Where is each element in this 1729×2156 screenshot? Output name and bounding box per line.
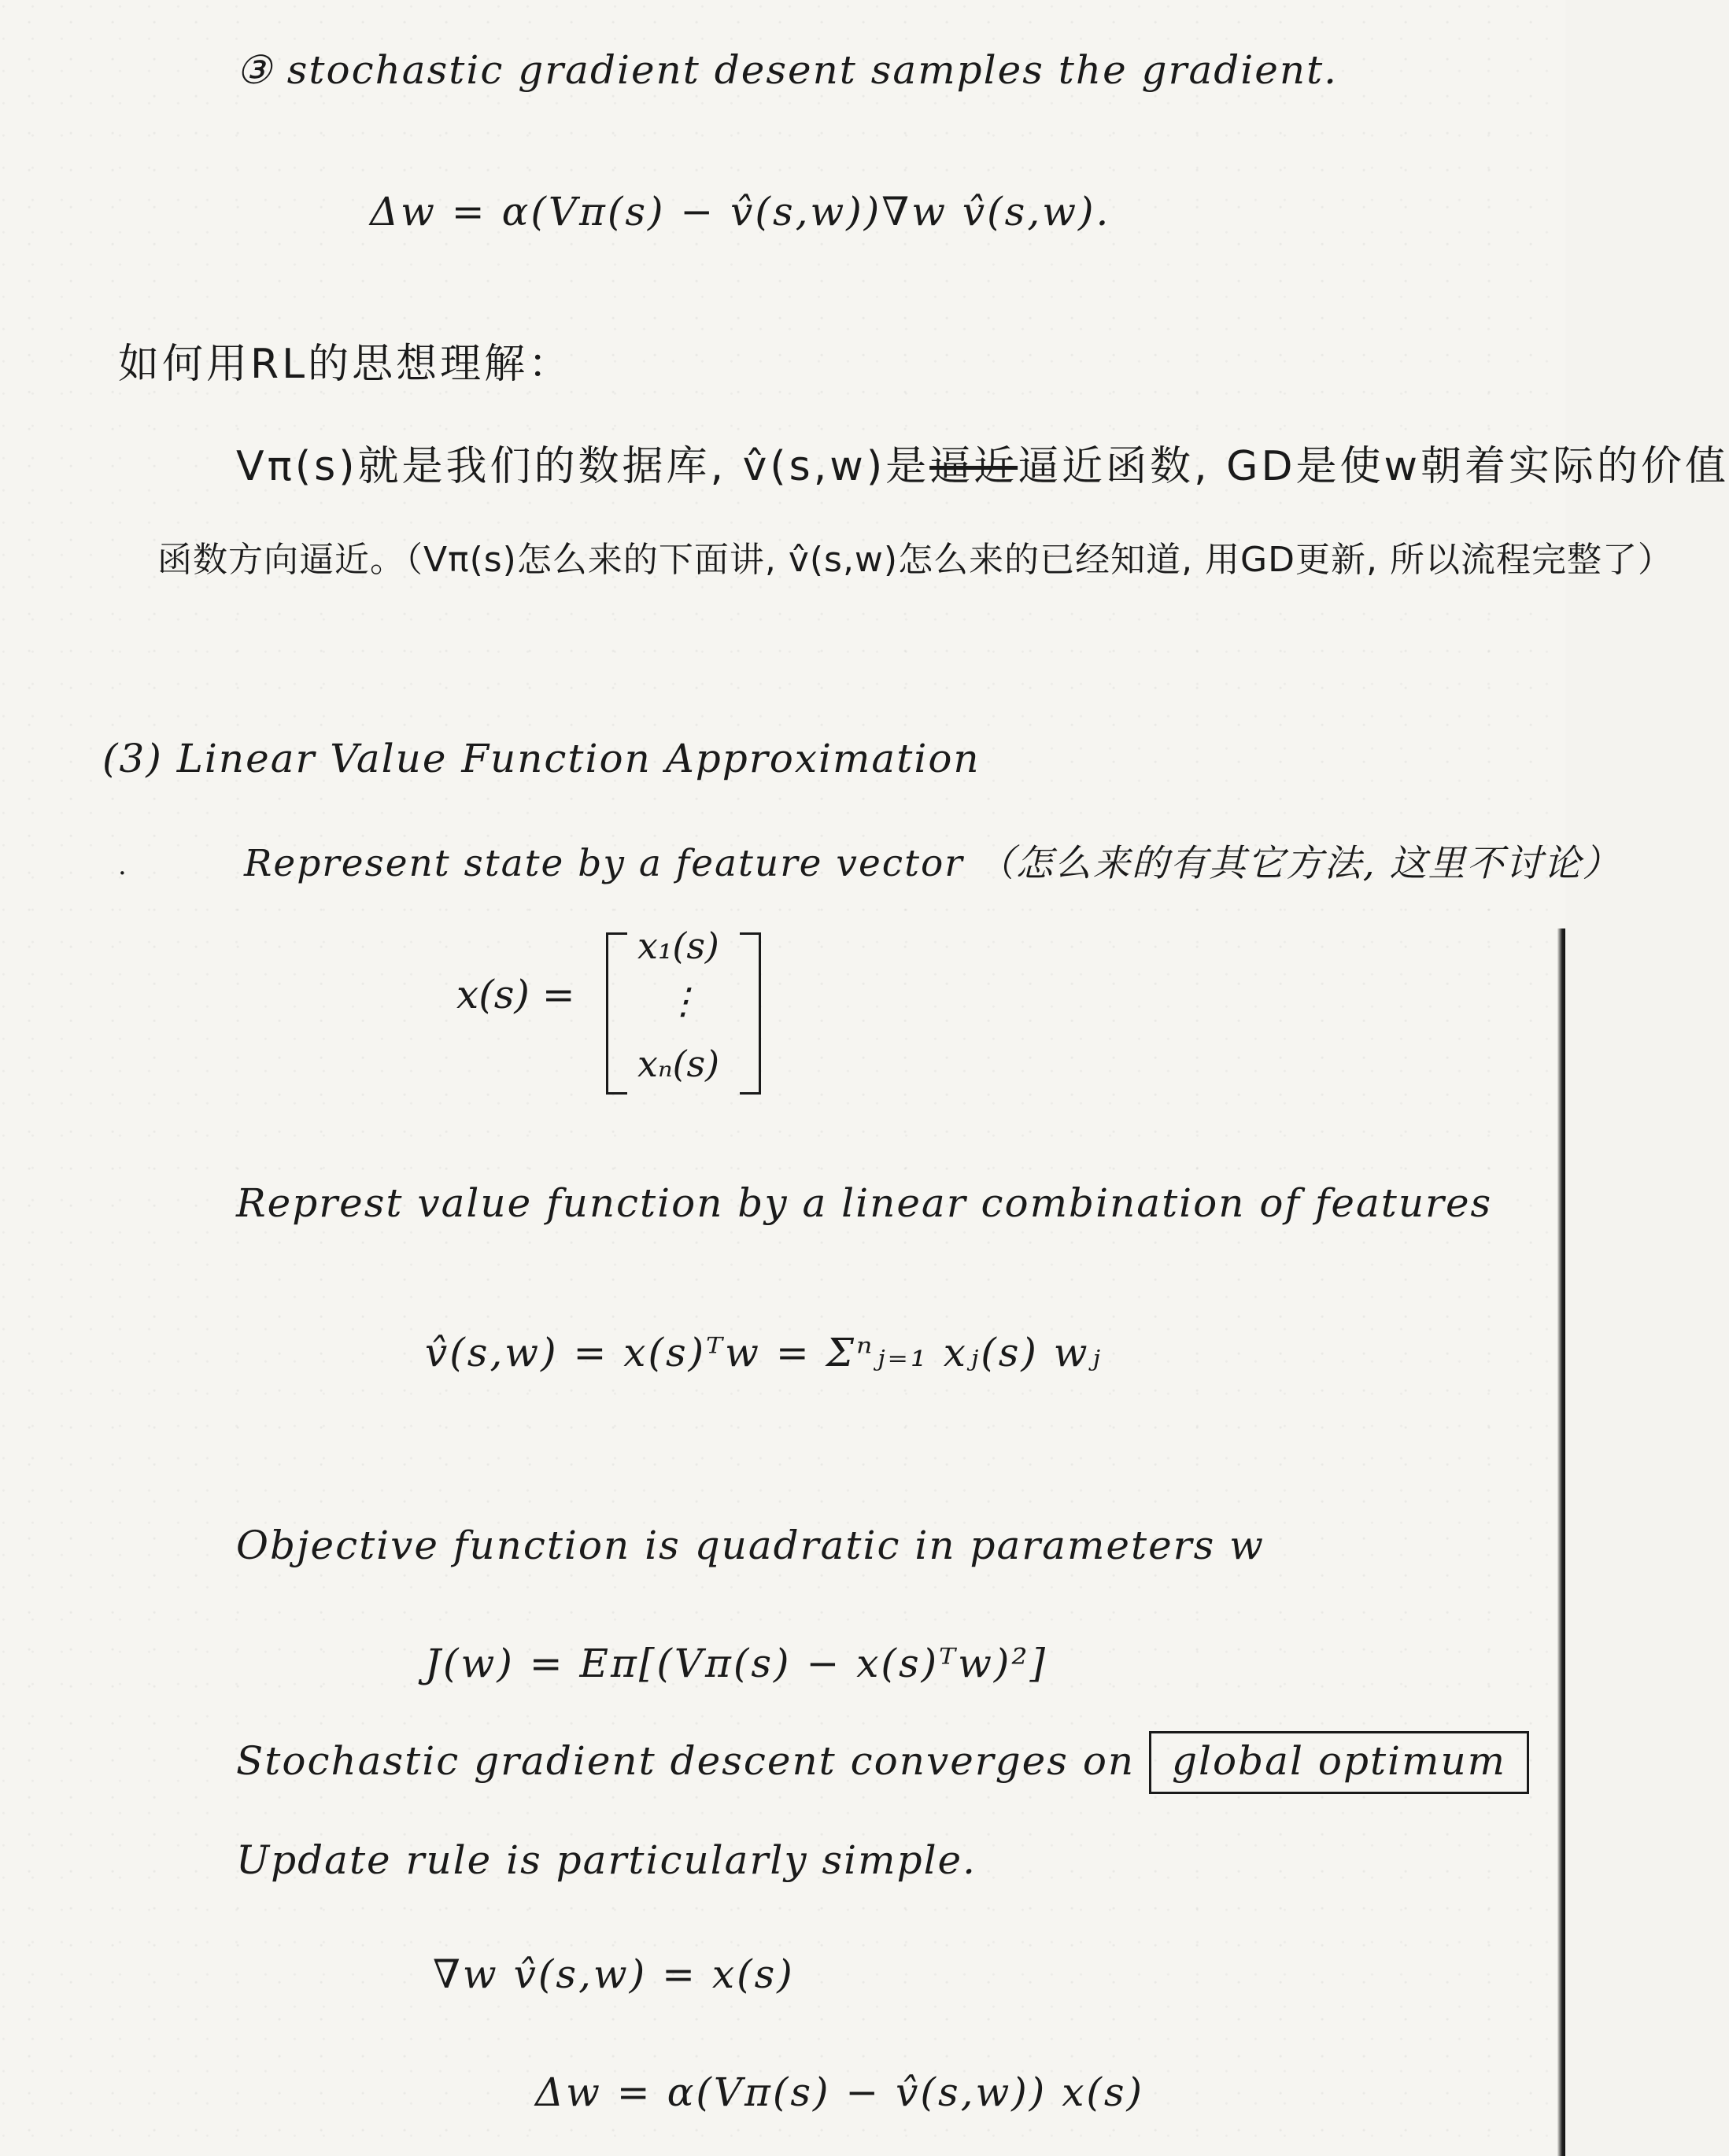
objective-equation: J(w) = Eπ[(Vπ(s) − x(s)ᵀw)²] — [425, 1641, 1047, 1686]
rl-interpretation-heading: 如何用RL的思想理解： — [118, 341, 573, 388]
linear-vhat-equation: v̂(s,w) = x(s)ᵀw = Σⁿⱼ₌₁ xⱼ(s) wⱼ — [425, 1330, 1103, 1375]
global-optimum-box: global optimum — [1149, 1731, 1529, 1794]
matrix-bottom-entry: xₙ(s) — [637, 1043, 720, 1085]
margin-mark: · — [118, 858, 127, 889]
sgd-convergence-sentence — [236, 1731, 1529, 1794]
gradient-equation: ∇w v̂(s,w) = x(s) — [433, 1951, 795, 1997]
scan-edge-shadow — [1557, 928, 1565, 2156]
feature-vector-matrix — [456, 925, 834, 1098]
struck-word: 逼近 — [929, 443, 1018, 490]
matrix-left-bracket — [606, 932, 627, 1095]
linear-combination-sentence: Represt value function by a linear combination of features — [236, 1180, 1493, 1226]
rl-interpretation-line-1 — [236, 433, 1729, 492]
matrix-top-entry: x₁(s) — [637, 925, 719, 967]
objective-sentence: Objective function is quadratic in parameters w — [236, 1523, 1265, 1568]
matrix-right-bracket — [740, 932, 761, 1095]
linear-update-equation: Δw = α(Vπ(s) − v̂(s,w)) x(s) — [535, 2069, 1145, 2115]
rl-interpretation-part-b: 逼近函数, GD是使w朝着实际的价值 — [1018, 443, 1729, 490]
update-rule-sentence: Update rule is particularly simple. — [236, 1837, 977, 1883]
feature-vector-sentence: Represent state by a feature vector （怎么来的有其它方法, 这里不讨论） — [244, 842, 1621, 885]
matrix-lhs: x(s) = — [456, 972, 575, 1017]
matrix-dots: ⋮ — [665, 980, 701, 1022]
sgd-convergence-text: Stochastic gradient descent converges on — [236, 1738, 1136, 1784]
rl-interpretation-part-a: Vπ(s)就是我们的数据库, v̂(s,w)是 — [236, 443, 930, 490]
section-heading-linear-vfa: (3) Linear Value Function Approximation — [102, 736, 981, 781]
rl-interpretation-line-2: 函数方向逼近。（Vπ(s)怎么来的下面讲, v̂(s,w)怎么来的已经知道, 用GD更新, 所以流程完整了） — [157, 540, 1674, 580]
sgd-heading: ③ stochastic gradient desent samples the gradient. — [236, 47, 1339, 93]
sgd-update-equation: Δw = α(Vπ(s) − v̂(s,w))∇w v̂(s,w). — [370, 189, 1111, 234]
